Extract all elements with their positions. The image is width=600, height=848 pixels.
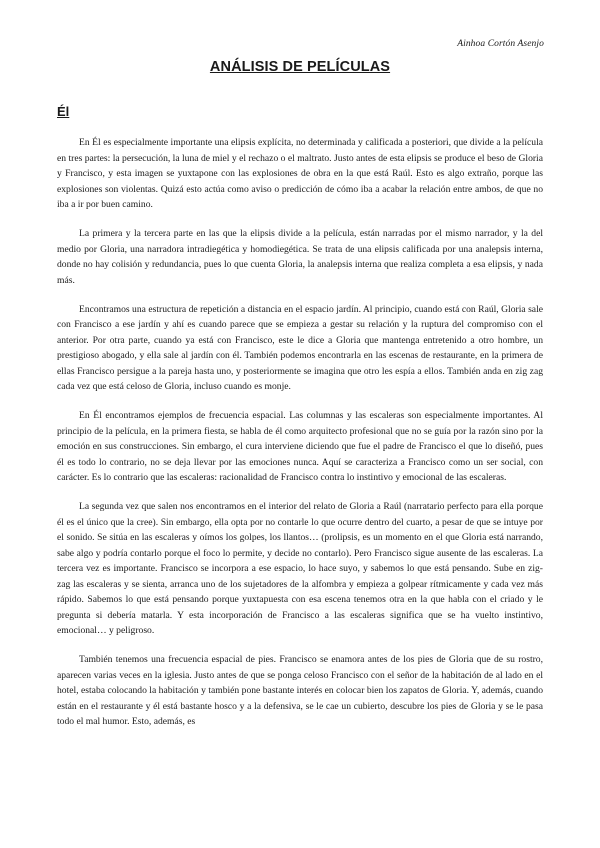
paragraph-2: La primera y la tercera parte en las que la elipsis divide a la película, están narradas por el mismo narrador, y la del medio por Gloria, una narradora intradiegética y homodiegética. Se trata de una elipsis calificada por una analepsis interna, donde no hay colisión y redundancia, pues lo que cuenta Gloria, la analepsis interna que realiza completa a esa elipsis, y nada más. <box>57 228 543 286</box>
section-heading: Él <box>57 104 70 119</box>
paragraph-3: Encontramos una estructura de repetición a distancia en el espacio jardín. Al principio, cuando está con Raúl, Gloria sale con Francisco a ese jardín y ahí es cuando parece que se empieza a gestar su relación y la ruptura del compromiso con el anterior. Por otra parte, cuando ya está con Francisco, este le dice a Gloria que mantenga entretenido a otro hombre, un prestigioso abogado, y ella sale al jardín con él. También podemos encontrarla en las escenas de restaurante, en la primera de ellas Francisco persigue a la pareja hasta uno, y posteriormente se imagina que otro les espía a ellos. También anda en zig zag cada vez que está celoso de Gloria, incluso cuando es monje. <box>57 303 543 392</box>
page-title: ANÁLISIS DE PELÍCULAS <box>209 59 391 75</box>
paragraph-1: En Él es especialmente importante una elipsis explícita, no determinada y calificada a posteriori, que divide a la película en tres partes: la persecución, la luna de miel y el rechazo o el maltrato. Justo antes de esta elipsis se produce el beso de Gloria y Francisco, y esta imagen se yuxtapone con las explosiones de obra en la que está Raúl. Esto es algo extraño, porque las explosiones son violentas. Quizá esto actúa como aviso o predicción de cómo iba a acabar la relación entre ambos, de que no iba a ir por buen camino. <box>57 137 543 210</box>
paragraph-5: La segunda vez que salen nos encontramos en el interior del relato de Gloria a Raúl (narratario perfecto para ella porque él es el único que la cree). Sin embargo, ella opta por no contarle lo que ocurre dentro del cuarto, a pesar de que se intuye por el sonido. Se sitúa en las escaleras y oímos los golpes, los llantos… (prolipsis, es un momento en el que Gloria está narrando, sabe algo y podría contarlo porque el foco lo permite, y decide no contarlo). Pero Francisco sigue ausente de las escaleras. La tercera vez es importante. Francisco se incorpora a ese espacio, lo hace suyo, y sabemos lo que está pensando. Sube en zig-zag las escaleras y se sienta, arranca uno de los sujetadores de la alfombra y empieza a golpear rítmicamente y cada vez más rápido. Sabemos lo que está pensando porque yuxtapuesta con esa escena tenemos otra en la que habla con el criado y le pregunta si debería matarla. Y esta incorporación de Francisco a las escaleras significa que se ha vuelto instintivo, emocional… y peligroso. <box>57 501 543 636</box>
author-name: Ainhoa Cortón Asenjo <box>457 39 544 49</box>
paragraph-6: También tenemos una frecuencia espacial de pies. Francisco se enamora antes de los pies de Gloria que de su rostro, aparecen varias veces en la iglesia. Justo antes de que se ponga celoso Francisco con el señor de la habitación de al lado en el hotel, estaba colocando la habitación y también pone bastante interés en colocar bien los zapatos de Gloria. Y, además, cuando están en el restaurante y él está bastante hosco y a la defensiva, se le cae un cubierto, descubre los pies de Gloria y se le pasa todo el mal humor. Esto, además, es <box>57 654 543 727</box>
paragraph-4: En Él encontramos ejemplos de frecuencia espacial. Las columnas y las escaleras son especialmente importantes. Al principio de la película, en la primera fiesta, se habla de él como arquitecto profesional que no se guía por la razón sino por la emoción en sus construcciones. Sin embargo, el cura interviene diciendo que fue el padre de Francisco el que lo diseñó, pues él es todo lo contrario, no se deja llevar por las emociones nunca. Aquí se caracteriza a Francisco como un ser social, con carácter. Es lo contrario que las escaleras: racionalidad de Francisco contra lo instintivo y emocional de las escaleras. <box>57 410 543 483</box>
body-text <box>57 135 543 743</box>
